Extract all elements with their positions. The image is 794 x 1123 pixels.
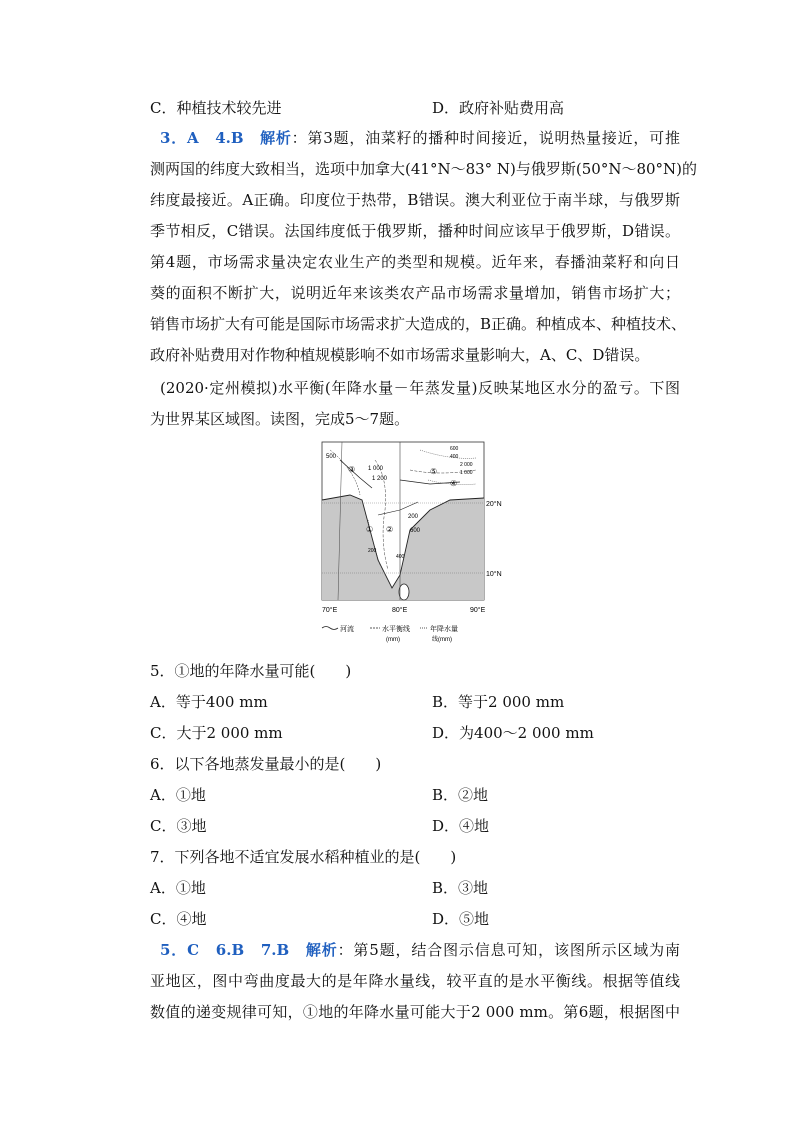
answer-3-4-line5: 第4题，市场需求量决定农业生产的类型和规模。近年来，春播油菜籽和向日: [150, 253, 680, 271]
point-4: ④: [450, 479, 458, 488]
q6-stem: 6．以下各地蒸发量最小的是( ): [150, 755, 382, 773]
legend-precip-unit: 线(mm): [432, 637, 452, 643]
answer-3-4-line3: 纬度最接近。A正确。印度位于热带，B错误。澳大利亚位于南半球，与俄罗斯: [150, 191, 680, 209]
q5-stem: 5．①地的年降水量可能( ): [150, 662, 352, 680]
lat-label-10n: 10°N: [486, 571, 502, 578]
legend-river: 河流: [340, 626, 354, 633]
option-c-q4: C．种植技术较先进: [150, 99, 282, 117]
lon-label-90e: 90°E: [470, 607, 486, 614]
answer-3-4-line2: 测两国的纬度大致相当，选项中加拿大(41°N～83° N)与俄罗斯(50°N～80°N)的: [150, 160, 698, 178]
contour-label: 600: [450, 446, 459, 452]
south-asia-map: [300, 440, 500, 650]
answer-5-number: 5．C: [160, 941, 200, 959]
point-5: ⑤: [430, 467, 438, 476]
intro-line2: 为世界某区域图。读图，完成5～7题。: [150, 410, 410, 428]
answer-3-4-line4: 季节相反，C错误。法国纬度低于俄罗斯，播种时间应该早于俄罗斯，D错误。: [150, 222, 680, 240]
analysis-tag: 解析: [260, 129, 292, 147]
analysis-tag: 解析: [305, 941, 338, 959]
legend-balance: 水平衡线: [382, 626, 410, 633]
contour-label: 1 200: [372, 476, 388, 482]
answer-4-number: 4.B: [215, 129, 244, 147]
point-1: ①: [366, 525, 374, 534]
q6-option-b: B．②地: [432, 786, 489, 804]
lon-label-80e: 80°E: [392, 607, 408, 614]
contour-label: 400: [396, 554, 405, 560]
contour-label: 1 000: [460, 470, 473, 476]
q6-option-a: A．①地: [150, 786, 206, 804]
answer-5-7-line2: 亚地区，图中弯曲度最大的是年降水量线，较平直的是水平衡线。根据等值线: [150, 972, 680, 990]
contour-label: 200: [368, 548, 377, 554]
lat-label-20n: 20°N: [486, 501, 502, 508]
q7-option-a: A．①地: [150, 879, 206, 897]
sri-lanka: [399, 584, 409, 600]
q5-option-b: B．等于2 000 mm: [432, 693, 565, 711]
contour-label: 600: [410, 528, 421, 534]
answer-text: ：第3题，油菜籽的播种时间接近，说明热量接近，可推: [291, 129, 680, 147]
answer-5-7-line1: [150, 940, 680, 960]
lon-label-70e: 70°E: [322, 607, 338, 614]
q5-option-d: D．为400～2 000 mm: [432, 724, 594, 742]
answer-text: ：第5题，结合图示信息可知，该图所示区域为南: [337, 941, 680, 959]
q7-option-b: B．③地: [432, 879, 489, 897]
answer-3-number: 3．A: [160, 129, 199, 147]
q5-option-c: C．大于2 000 mm: [150, 724, 283, 742]
answer-7-number: 7.B: [260, 941, 290, 959]
intro-line1: (2020·定州模拟)水平衡(年降水量－年蒸发量)反映某地区水分的盈亏。下图: [160, 379, 680, 397]
legend-balance-unit: (mm): [386, 637, 400, 643]
q7-option-c: C．④地: [150, 910, 207, 928]
option-d-q4: D．政府补贴费用高: [432, 99, 565, 117]
answer-6-number: 6.B: [215, 941, 245, 959]
contour-label: 2 000: [460, 462, 473, 468]
q6-option-c: C．③地: [150, 817, 207, 835]
q7-stem: 7．下列各地不适宜发展水稻种植业的是( ): [150, 848, 457, 866]
q5-option-a: A．等于400 mm: [150, 693, 268, 711]
answer-5-7-line3: 数值的递变规律可知，①地的年降水量可能大于2 000 mm。第6题，根据图中: [150, 1003, 680, 1021]
point-3: ③: [348, 465, 356, 474]
contour-label: 400: [450, 454, 459, 460]
point-2: ②: [386, 525, 394, 534]
answer-3-4-line7: 销售市场扩大有可能是国际市场需求扩大造成的，B正确。种植成本、种植技术、: [150, 315, 687, 333]
q7-option-d: D．⑤地: [432, 910, 490, 928]
answer-3-4-line8: 政府补贴费用对作物种植规模影响不如市场需求量影响大，A、C、D错误。: [150, 346, 650, 364]
legend-river-icon: [322, 627, 338, 630]
contour-label: 1 000: [368, 466, 384, 472]
answer-3-4-line1: [150, 128, 680, 148]
legend-precip: 年降水量: [430, 626, 458, 633]
contour-label: 200: [408, 514, 419, 520]
answer-3-4-line6: 葵的面积不断扩大，说明近年来该类农产品市场需求量增加，销售市场扩大；: [150, 284, 680, 302]
q6-option-d: D．④地: [432, 817, 490, 835]
contour-label: 500: [326, 454, 337, 460]
